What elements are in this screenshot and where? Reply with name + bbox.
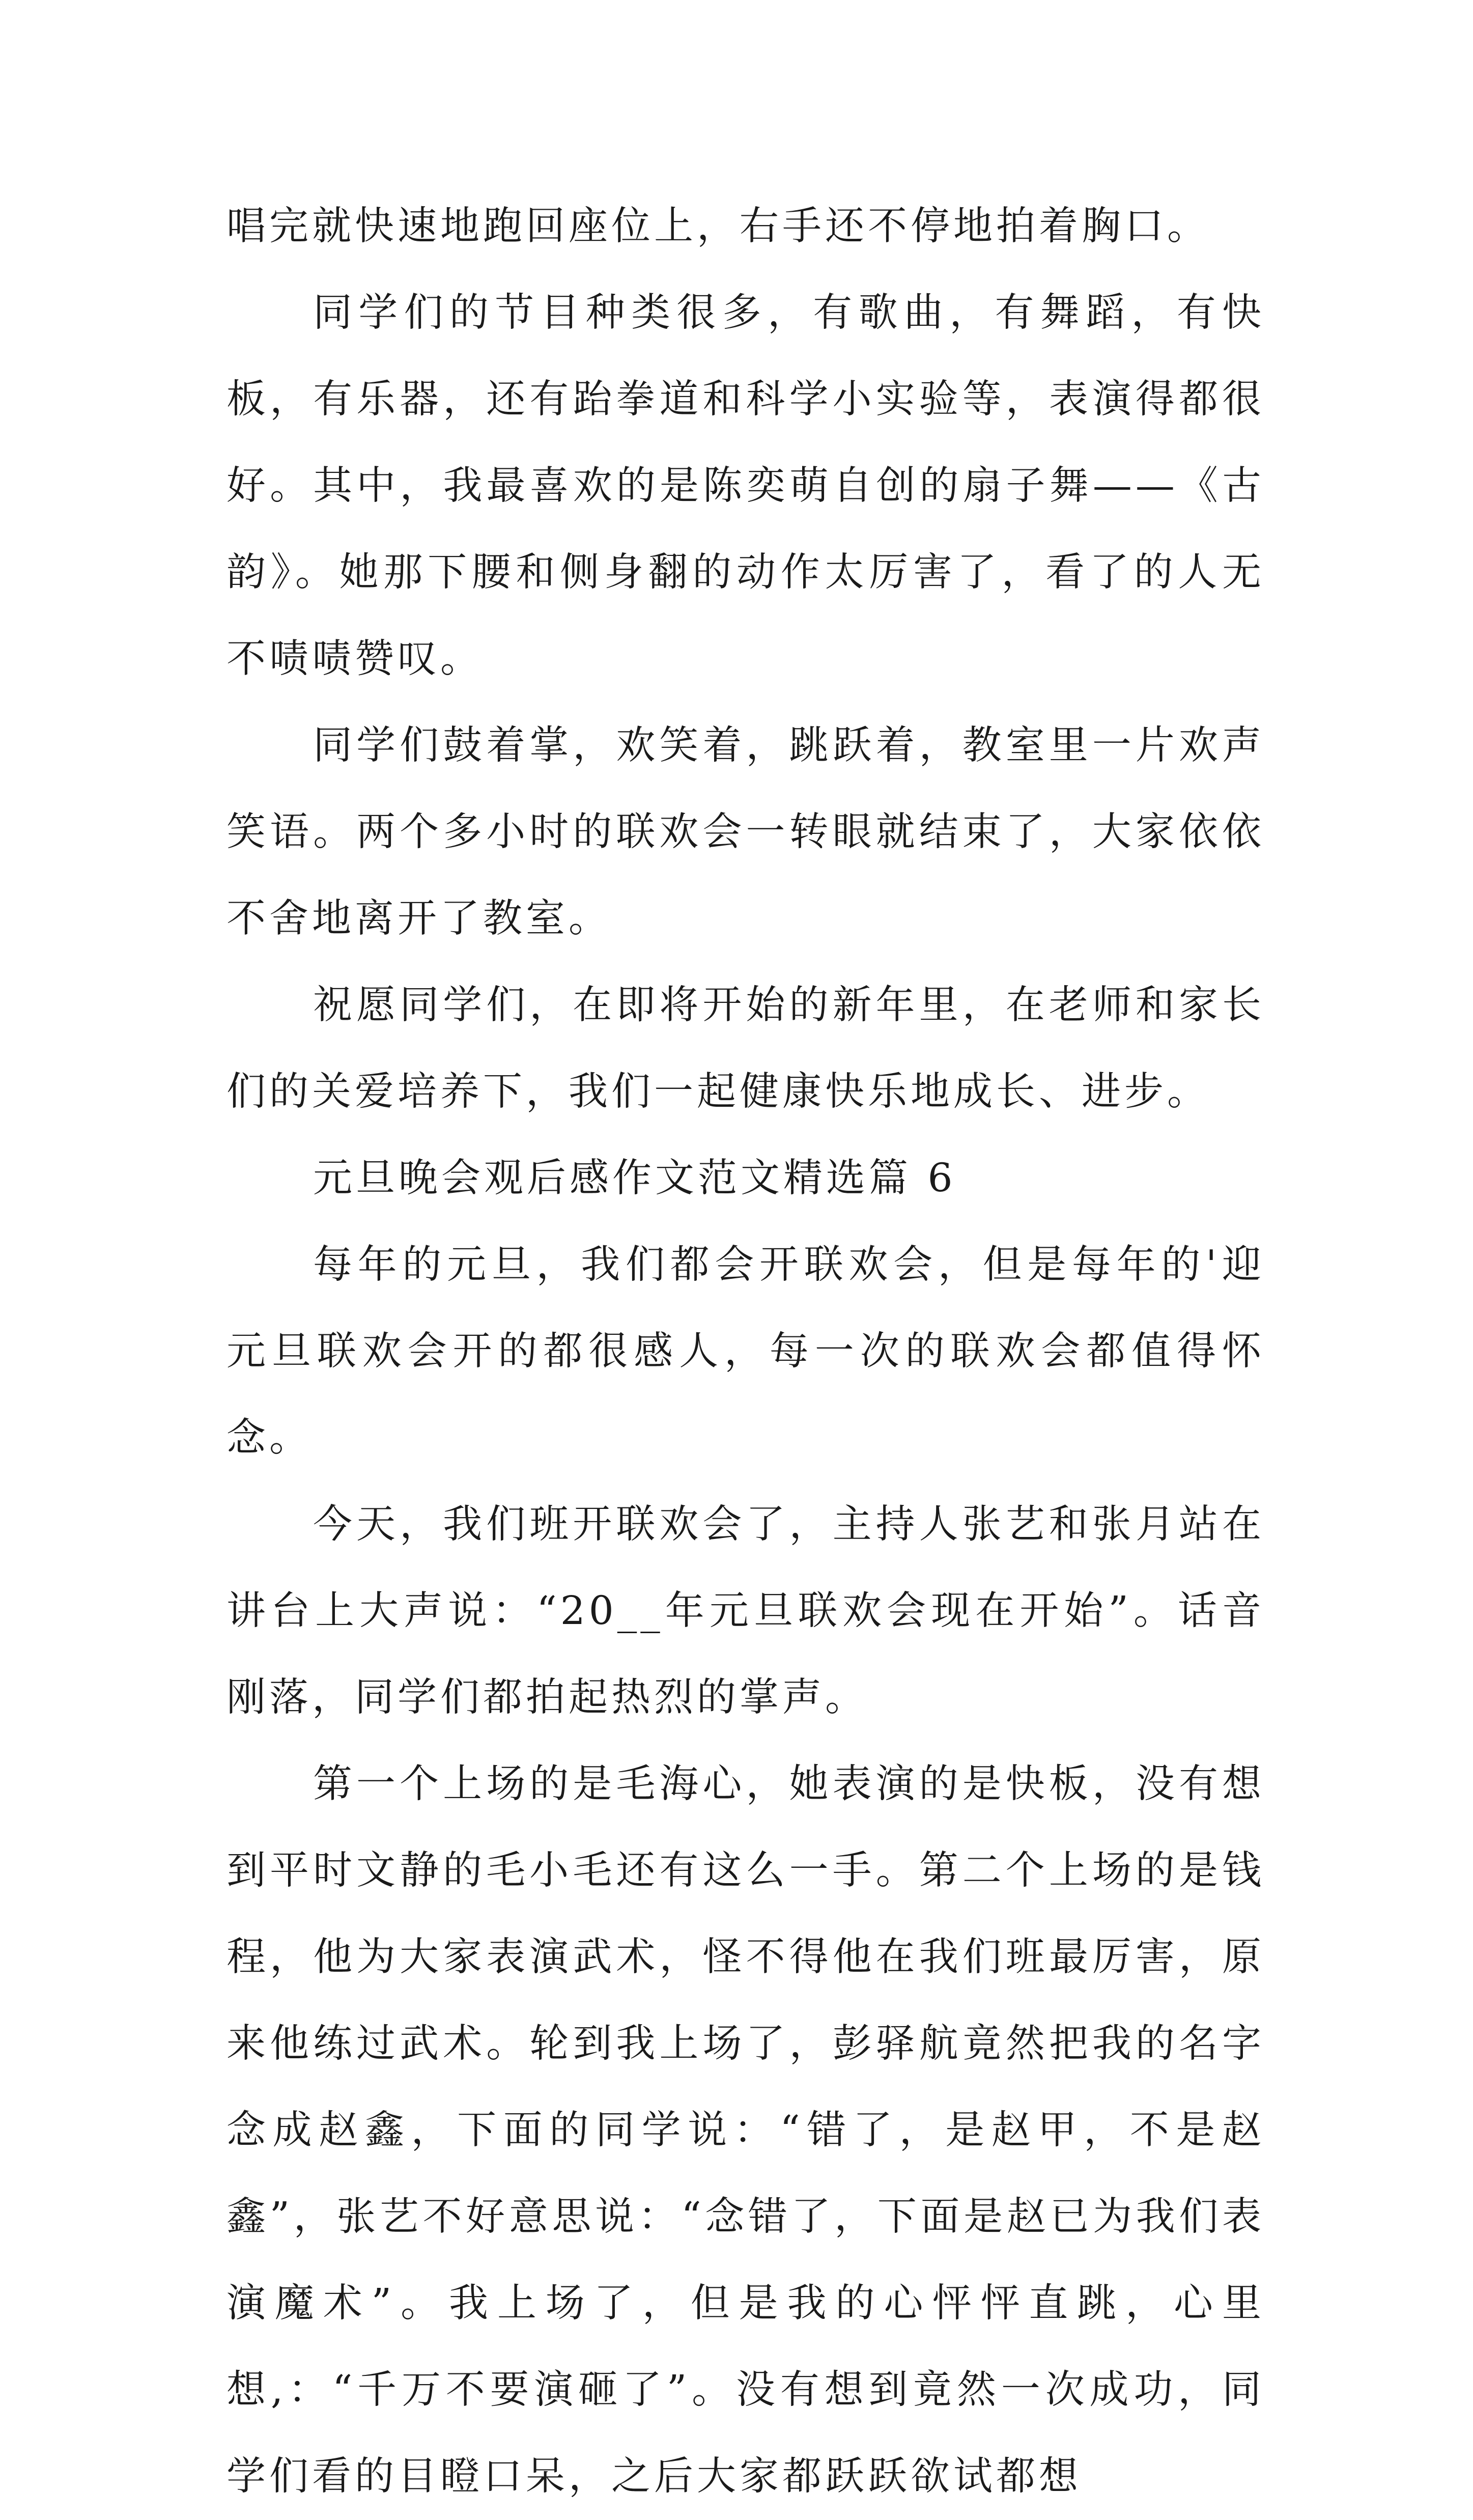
paragraph-7: 第一个上场的是毛海心，她表演的是快板，没有想到平时文静的毛小毛还有这么一手。第二个上场的是钱程，他为大家表演武术，怪不得他在我们班最厉害，原来他练过武术。轮到我上场了，彭驿航竟然把我的名字念成赵鑫，下面的同学说：“错了，是赵甲，不是赵鑫”，张艺不好意思说：“念错了，下面是赵已为我们表演魔术”。我上场了，但是我的心怦怦直跳，心里想,：“千万不要演砸了”。没有想到竟然一次成功，同学们看的目瞪口呆，之后大家都跃跃欲试都想 bbox=[226, 1761, 1265, 2499]
document-body bbox=[226, 183, 1265, 2520]
paragraph-1: 唱完就快速地跑回座位上，右手还不停地拍着胸口。 bbox=[226, 204, 1210, 249]
paragraph-4: 祝愿同学们，在即将开始的新年里，在老师和家长们的关爱培养下，我们一起健康快乐地成长、进步。 bbox=[226, 983, 1265, 1114]
paragraph-6: 今天，我们班开联欢会了，主持人张艺和张月站在讲台上大声说：“20__年元旦联欢会现在开始”。话音刚落，同学们都拍起热烈的掌声。 bbox=[226, 1502, 1265, 1720]
paragraph-3: 同学们鼓着掌，欢笑着，跳跃着，教室里一片欢声笑语。两个多小时的联欢会一转眼就结束了，大家依依不舍地离开了教室。 bbox=[226, 723, 1265, 941]
section-heading: 元旦晚会观后感作文范文精选篇 6 bbox=[313, 1156, 956, 1201]
paragraph-5: 每年的元旦，我们都会开联欢会，但是每年的'迎元旦联欢会开的都很感人，每一次的联欢会都值得怀念。 bbox=[226, 1242, 1265, 1461]
paragraph-2: 同学们的节目种类很多，有歌曲，有舞蹈，有快板，有乐器，还有跆拳道和科学小实验等，表演得都很好。其中，我最喜欢的是陈奕萌自创的扇子舞——《古韵》。她那下腰和侧身翻的动作太厉害了，看了的人无不啧啧赞叹。 bbox=[226, 290, 1265, 682]
